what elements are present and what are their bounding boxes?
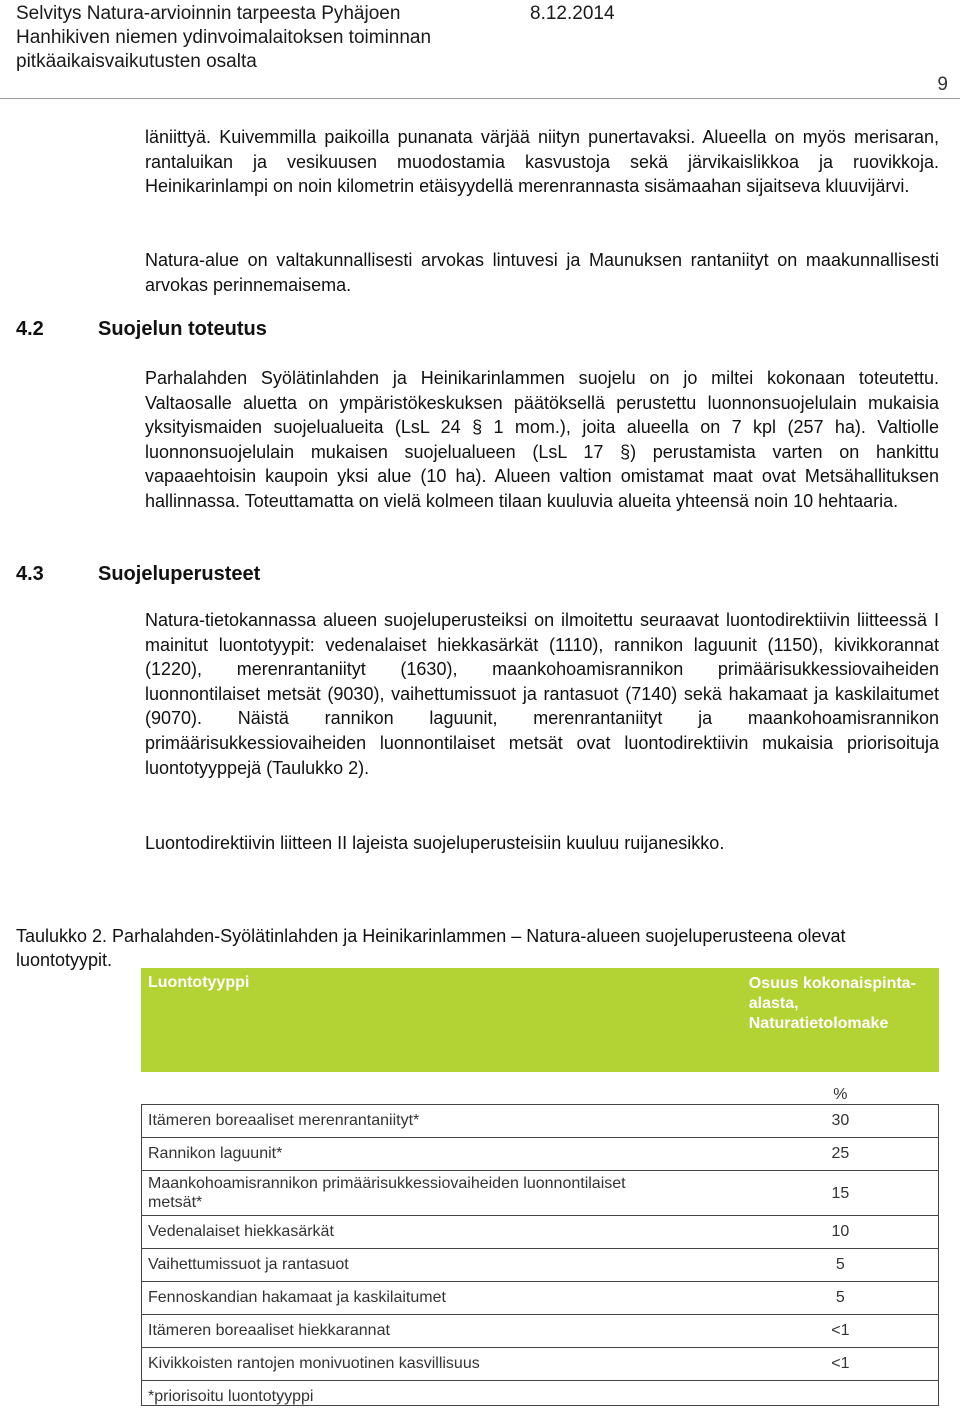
table-row bbox=[141, 1348, 939, 1381]
habitat-share: <1 bbox=[742, 1315, 939, 1348]
heading-title: Suojelun toteutus bbox=[98, 318, 267, 340]
heading-4-3 bbox=[16, 563, 260, 586]
heading-title: Suojeluperusteet bbox=[98, 563, 260, 585]
table-header-row bbox=[141, 968, 939, 1038]
habitat-share: 10 bbox=[742, 1216, 939, 1249]
habitat-share: 30 bbox=[742, 1105, 939, 1138]
table-row bbox=[141, 1315, 939, 1348]
header-rule bbox=[0, 98, 960, 99]
habitat-share: <1 bbox=[742, 1348, 939, 1381]
table-footnote: *priorisoitu luontotyyppi bbox=[141, 1381, 939, 1413]
table-header-spacer bbox=[141, 1038, 939, 1072]
table-unit-row bbox=[141, 1072, 939, 1105]
habitat-table bbox=[141, 968, 939, 1413]
habitat-name: Kivikkoisten rantojen monivuotinen kasvillisuus bbox=[141, 1348, 742, 1381]
table-row bbox=[141, 1171, 939, 1216]
habitat-name: Fennoskandian hakamaat ja kaskilaitumet bbox=[141, 1282, 742, 1315]
table-caption: Taulukko 2. Parhalahden-Syölätinlahden ja Heinikarinlammen – Natura-alueen suojeluperusteena olevat luontotyypit. bbox=[16, 924, 936, 972]
header-title-line3: pitkäaikaisvaikutusten osalta bbox=[16, 50, 257, 74]
paragraph-annex-species: Luontodirektiivin liitteen II lajeista suojeluperusteisiin kuuluu ruijanesikko. bbox=[145, 831, 939, 856]
habitat-share: 5 bbox=[742, 1249, 939, 1282]
header-title-line1: Selvitys Natura-arvioinnin tarpeesta Pyhäjoen bbox=[16, 2, 400, 26]
habitat-share: 25 bbox=[742, 1138, 939, 1171]
table-row bbox=[141, 1282, 939, 1315]
habitat-name: Vaihettumissuot ja rantasuot bbox=[141, 1249, 742, 1282]
table-row bbox=[141, 1105, 939, 1138]
heading-number: 4.3 bbox=[16, 563, 98, 586]
heading-number: 4.2 bbox=[16, 318, 98, 341]
habitat-name: Vedenalaiset hiekkasärkät bbox=[141, 1216, 742, 1249]
header-date: 8.12.2014 bbox=[530, 2, 615, 26]
table-row bbox=[141, 1249, 939, 1282]
table-footnote-row bbox=[141, 1381, 939, 1413]
column-header-share: Osuus kokonaispinta-alasta, Naturatietolomake bbox=[742, 968, 939, 1038]
page-number: 9 bbox=[937, 74, 948, 96]
paragraph-protection-status: Parhalahden Syölätinlahden ja Heinikarinlammen suojelu on jo miltei kokonaan toteutettu. Valtaosalle aluetta on ympäristökeskuksen päätöksellä perustettu luonnonsuojelulain mukaisia yksityismaiden suojelualueita (LsL 24 § 1 mom.), joita alueella on 7 kpl (257 ha). Valtiolle luonnonsuojelulain mukaisen suojelualueen (LsL 17 §) perustamista varten on hankittu vapaaehtoisin kaupoin yksi alue (10 ha). Alueen valtion omistamat maat ovat Metsähallituksen hallinnassa. Toteuttamatta on vielä kolmeen tilaan kuuluvia alueita yhteensä noin 10 hehtaaria. bbox=[145, 366, 939, 514]
habitat-share: 15 bbox=[742, 1171, 939, 1216]
paragraph-protection-basis: Natura-tietokannassa alueen suojeluperusteiksi on ilmoitettu seuraavat luontodirektiivin liitteessä I mainitut luontotyypit: vedenalaiset hiekkasärkät (1110), rannikon laguunit (1150), kivikkorannat (1220), merenrantaniityt (1630), maankohoamisrannikon primäärisukkessiovaiheiden luonnontilaiset metsät (9030), vaihettumissuot ja rantasuot (7140) sekä hakamaat ja kaskilaitumet (9070). Näistä rannikon laguunit, merenrantaniityt ja maankohoamisrannikon primäärisukkessiovaiheiden luonnontilaiset metsät ovat luontodirektiivin mukaisia priorisoituja luontotyyppejä (Taulukko 2). bbox=[145, 608, 939, 780]
habitat-share: 5 bbox=[742, 1282, 939, 1315]
paragraph-habitat-description: läniittyä. Kuivemmilla paikoilla punanata värjää niityn punertavaksi. Alueella on myös merisaran, rantaluikan ja vesikuusen muodostamia kasvustoja sekä järvikaislikkoa ja ruovikkoja. Heinikarinlampi on noin kilometrin etäisyydellä merenrannasta sisämaahan sijaitseva kluuvijärvi. bbox=[145, 125, 939, 199]
column-unit: % bbox=[742, 1072, 939, 1105]
habitat-name: Rannikon laguunit* bbox=[141, 1138, 742, 1171]
paragraph-natura-value: Natura-alue on valtakunnallisesti arvokas lintuvesi ja Maunuksen rantaniityt on maakunnallisesti arvokas perinnemaisema. bbox=[145, 248, 939, 297]
table-row bbox=[141, 1216, 939, 1249]
habitat-name: Maankohoamisrannikon primäärisukkessiovaiheiden luonnontilaiset metsät* bbox=[141, 1171, 742, 1216]
habitat-name: Itämeren boreaaliset merenrantaniityt* bbox=[141, 1105, 742, 1138]
header-title-line2: Hanhikiven niemen ydinvoimalaitoksen toiminnan bbox=[16, 26, 431, 50]
heading-4-2 bbox=[16, 318, 267, 341]
column-header-habitat: Luontotyyppi bbox=[141, 968, 742, 1038]
table-row bbox=[141, 1138, 939, 1171]
habitat-name: Itämeren boreaaliset hiekkarannat bbox=[141, 1315, 742, 1348]
